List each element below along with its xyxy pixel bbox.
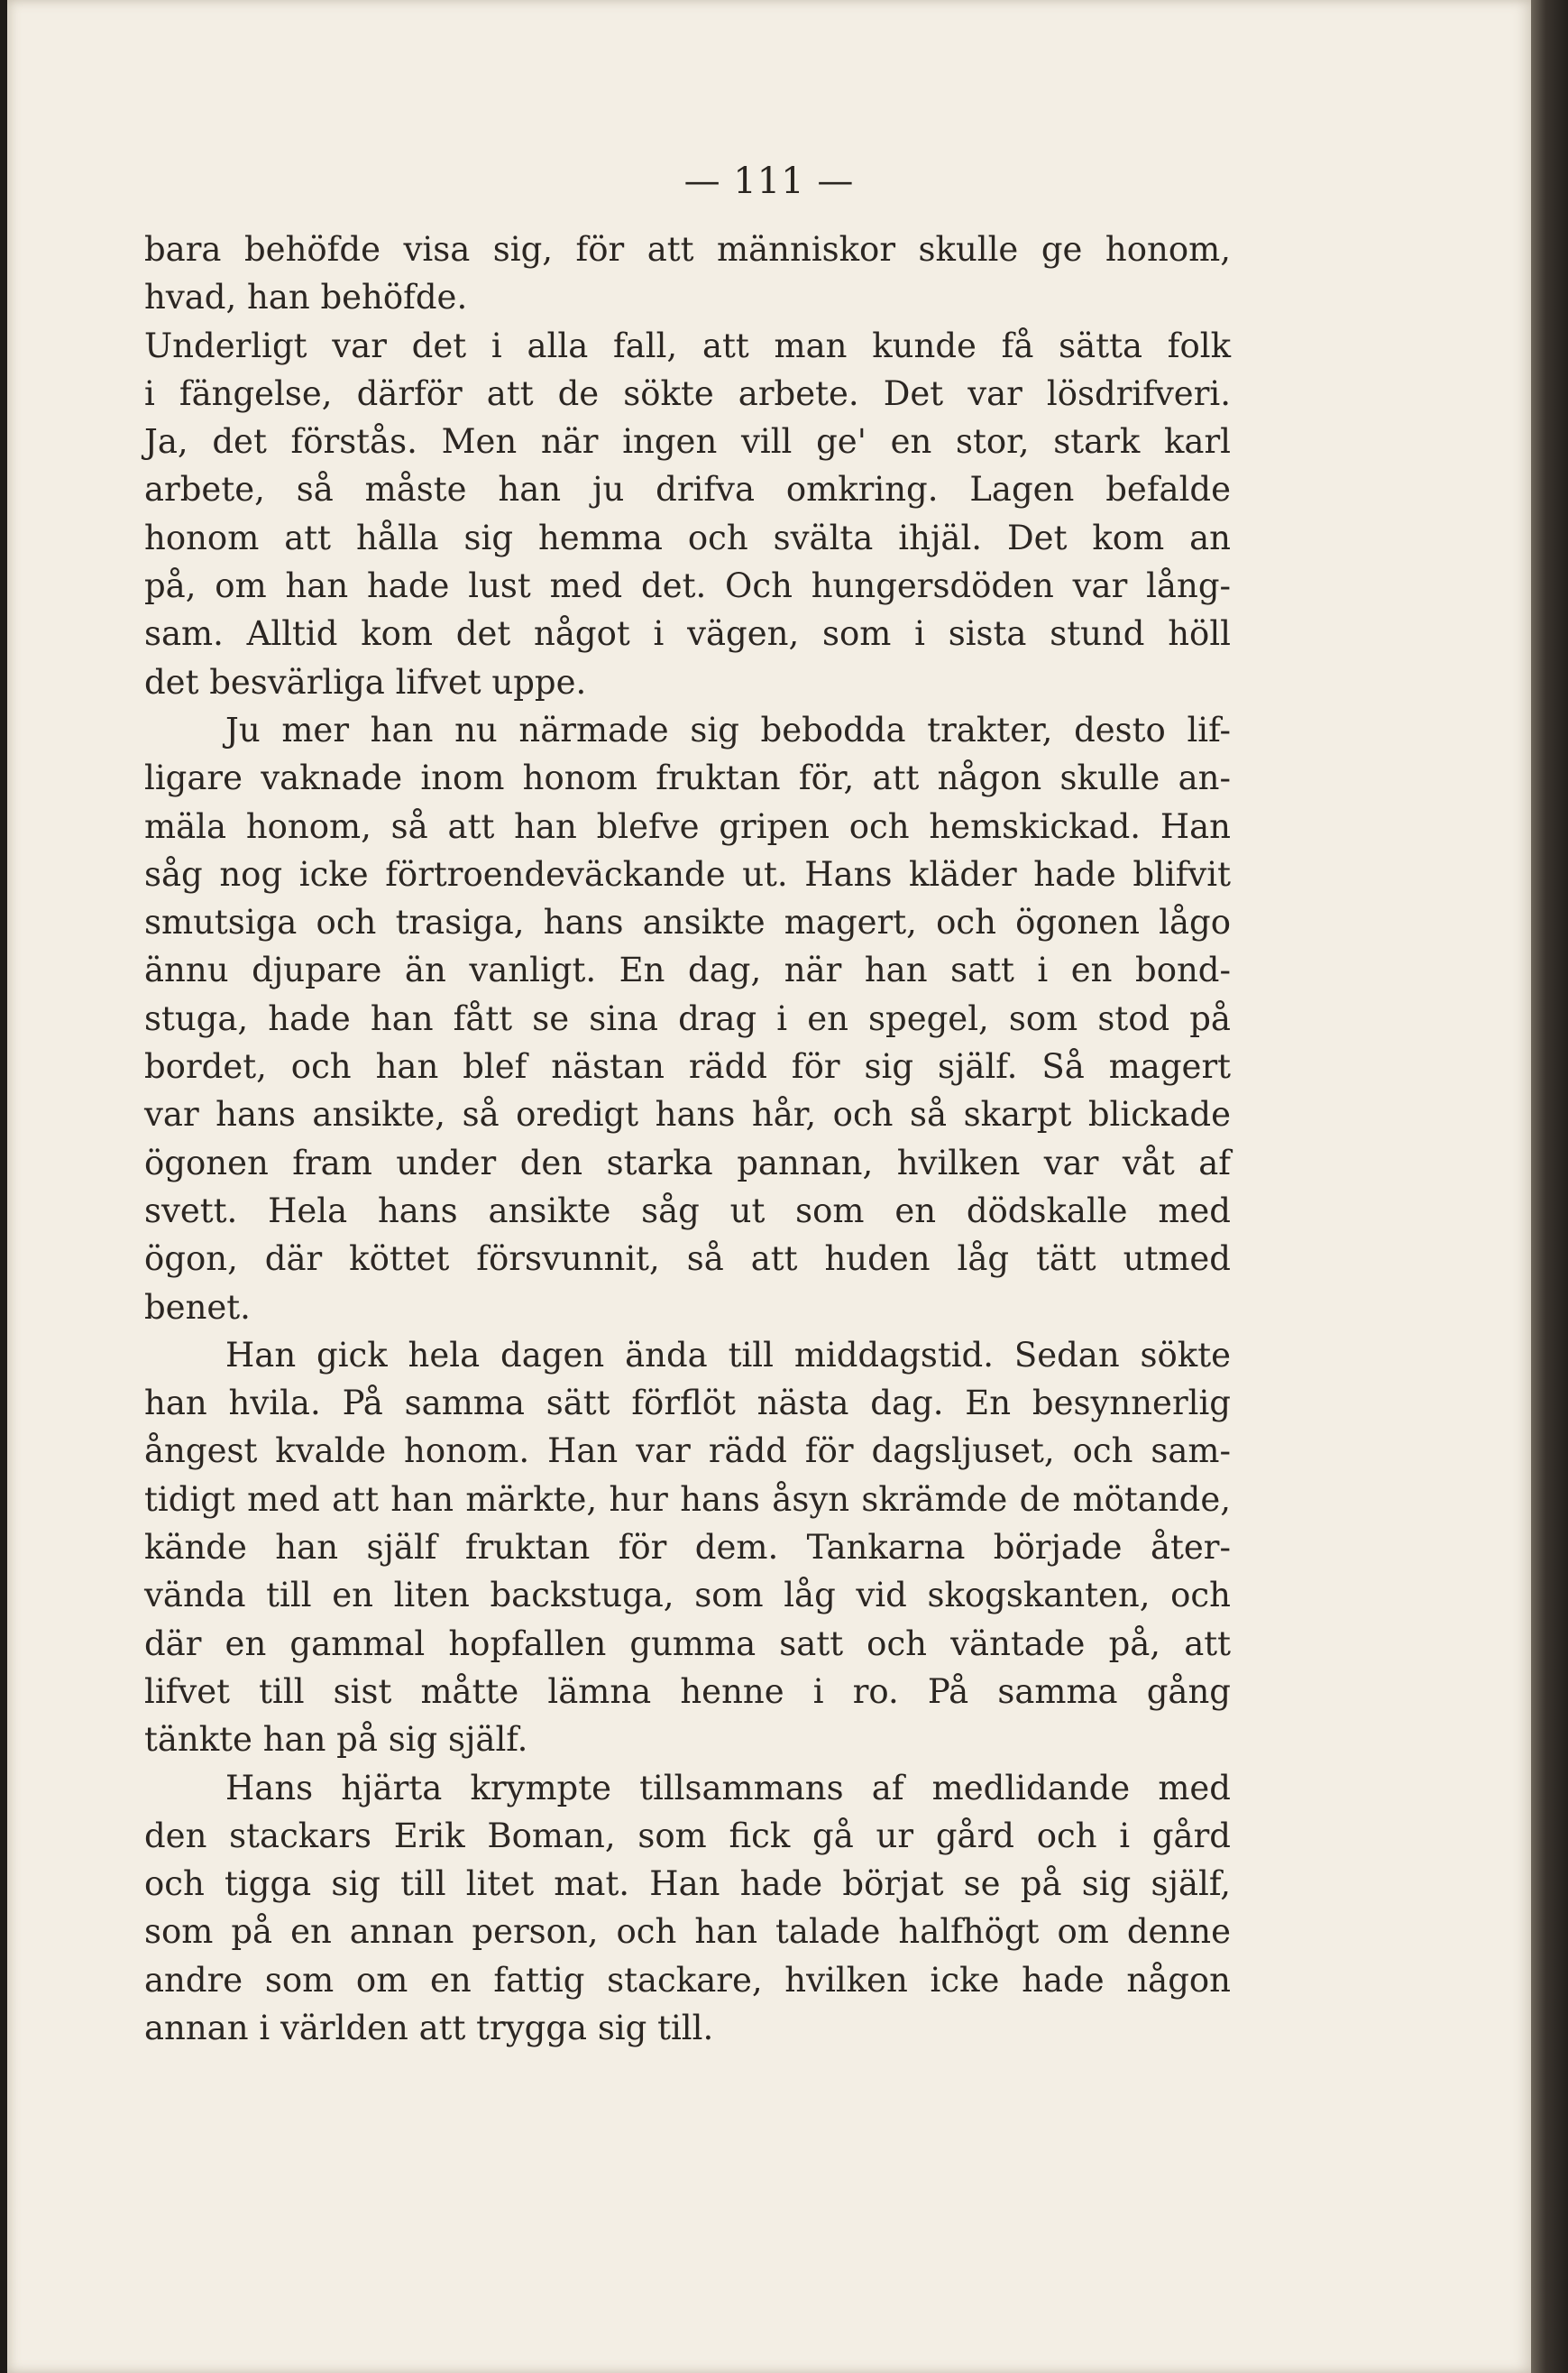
text-line: ögonen fram under den starka pannan, hvilken var våt af <box>144 1143 1231 1182</box>
body-text <box>144 225 1231 2052</box>
text-line: smutsiga och trasiga, hans ansikte magert, och ögonen lågo <box>144 903 1231 943</box>
book-gutter-edge <box>0 0 7 2373</box>
text-line: tänkte han på sig själf. <box>144 1720 528 1760</box>
paper-leaf <box>7 0 1531 2373</box>
text-line: Hans hjärta krympte tillsammans af medlidande med <box>225 1768 1231 1807</box>
text-line: ångest kvalde honom. Han var rädd för dagsljuset, och sam- <box>144 1431 1231 1471</box>
text-line: mäla honom, så att han blefve gripen och hemskickad. Han <box>144 806 1231 846</box>
text-line: andre som om en fattig stackare, hvilken icke hade någon <box>144 1960 1231 2000</box>
text-line: i fängelse, därför att de sökte arbete. Det var lösdrifveri. <box>144 373 1231 413</box>
book-fore-edge <box>1531 0 1568 2373</box>
text-line: ännu djupare än vanligt. En dag, när han satt i en bond- <box>144 951 1231 990</box>
text-line: svett. Hela hans ansikte såg ut som en dödskalle med <box>144 1191 1231 1230</box>
text-line: lifvet till sist måtte lämna henne i ro. På samma gång <box>144 1671 1231 1711</box>
text-line: honom att hålla sig hemma och svälta ihjäl. Det kom an <box>144 518 1231 557</box>
text-line: och tigga sig till litet mat. Han hade börjat se på sig själf, <box>144 1864 1231 1904</box>
text-line: stuga, hade han fått se sina drag i en spegel, som stod på <box>144 998 1231 1038</box>
text-line: Ju mer han nu närmade sig bebodda trakter, desto lif- <box>225 710 1231 750</box>
text-line: benet. <box>144 1287 251 1327</box>
text-line: kände han själf fruktan för dem. Tankarna började åter- <box>144 1528 1231 1568</box>
text-line: som på en annan person, och han talade halfhögt om denne <box>144 1912 1231 1952</box>
text-line: den stackars Erik Boman, som fick gå ur gård och i gård <box>144 1816 1231 1855</box>
text-line: annan i världen att trygga sig till. <box>144 2008 714 2047</box>
text-line: han hvila. På samma sätt förflöt nästa dag. En besynnerlig <box>144 1384 1231 1423</box>
text-line: Han gick hela dagen ända till middagstid. Sedan sökte <box>225 1335 1231 1375</box>
text-line: arbete, så måste han ju drifva omkring. Lagen befalde <box>144 470 1231 510</box>
text-line: såg nog icke förtroendeväckande ut. Hans kläder hade blifvit <box>144 854 1231 894</box>
text-line: hvad, han behöfde. <box>144 278 468 317</box>
text-line: bara behöfde visa sig, för att människor skulle ge honom, <box>144 230 1231 269</box>
text-line: ligare vaknade inom honom fruktan för, att någon skulle an- <box>144 759 1231 798</box>
text-line: det besvärliga lifvet uppe. <box>144 662 587 702</box>
text-line: på, om han hade lust med det. Och hungersdöden var lång- <box>144 566 1231 606</box>
text-line: vända till en liten backstuga, som låg vid skogskanten, och <box>144 1576 1231 1615</box>
text-line: bordet, och han blef nästan rädd för sig själf. Så magert <box>144 1047 1231 1087</box>
text-line: var hans ansikte, så oredigt hans hår, och så skarpt blickade <box>144 1095 1231 1135</box>
text-line: Ja, det förstås. Men när ingen vill ge' en stor, stark karl <box>144 422 1231 462</box>
text-line: Underligt var det i alla fall, att man kunde få sätta folk <box>144 326 1231 365</box>
text-line: sam. Alltid kom det något i vägen, som i sista stund höll <box>144 614 1231 654</box>
text-line: där en gammal hopfallen gumma satt och väntade på, att <box>144 1623 1231 1663</box>
text-line: ögon, där köttet försvunnit, så att huden låg tätt utmed <box>144 1239 1231 1279</box>
page-number: — 111 — <box>683 161 855 202</box>
text-line: tidigt med att han märkte, hur hans åsyn skrämde de mötande, <box>144 1479 1231 1519</box>
